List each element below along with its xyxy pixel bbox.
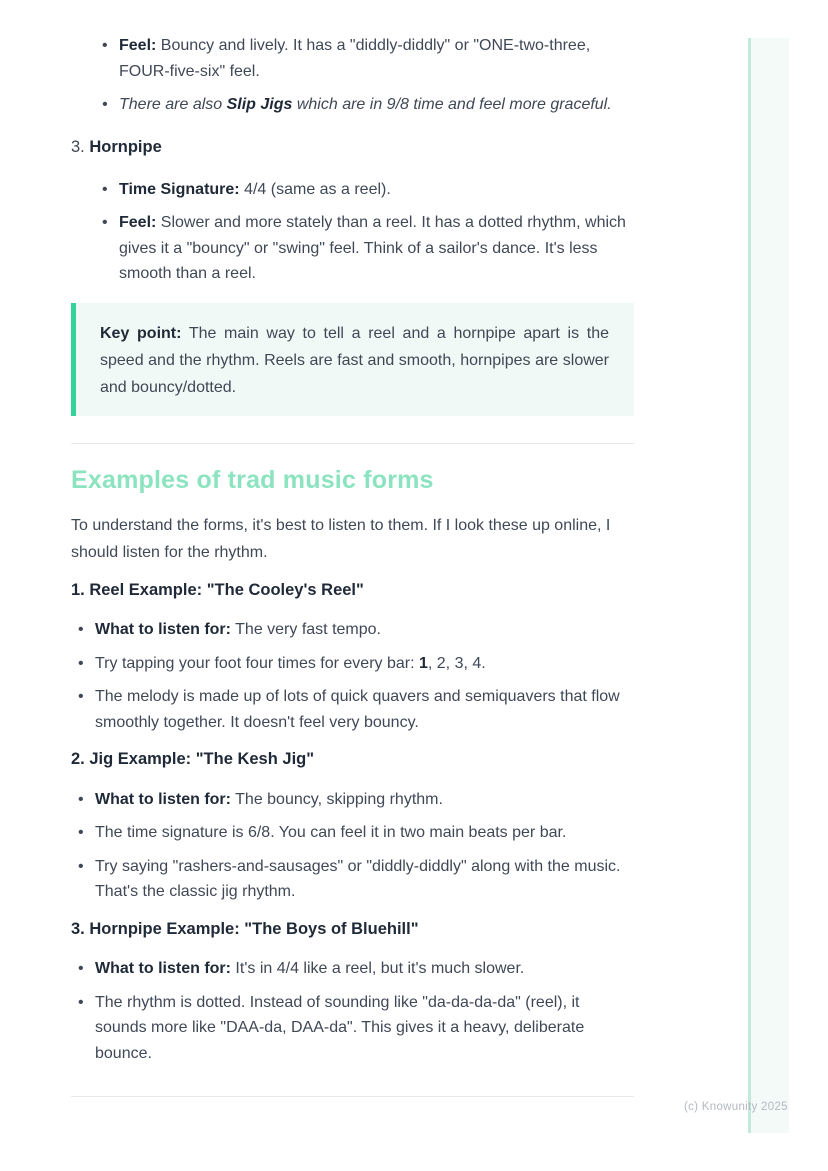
item-text: Bouncy and lively. It has a "diddly-diddly" or "ONE-two-three, FOUR-five-six" feel.: [119, 37, 591, 80]
reel-example-heading: 1. Reel Example: "The Cooley's Reel": [71, 580, 364, 599]
item-text: Slower and more stately than a reel. It has a dotted rhythm, which gives it a "bouncy" or "swing" feel. Think of a sailor's dance. It's less smooth than a reel.: [119, 214, 626, 282]
jig-example-heading: 2. Jig Example: "The Kesh Jig": [71, 750, 315, 768]
item-text: It's in 4/4 like a reel, but it's much slower.: [230, 960, 525, 977]
item-text: The very fast tempo.: [230, 621, 381, 638]
list-item: [71, 177, 634, 203]
jig-example-list: [71, 787, 634, 905]
list-item: [71, 684, 634, 735]
page-edge-line: [748, 38, 751, 1133]
callout-text: The main way to tell a reel and a hornpipe apart is the speed and the rhythm. Reels are fast and smooth, hornpipes are slower and bouncy/dotted.: [100, 324, 609, 396]
item-text: Try saying "rashers-and-sausages" or "diddly-diddly" along with the music. That's the classic jig rhythm.: [95, 857, 621, 900]
document-content: [71, 0, 634, 1097]
list-item: [71, 617, 634, 643]
list-number: 3.: [71, 137, 85, 156]
jig-detail-list: [71, 33, 634, 118]
hornpipe-detail-list: [71, 177, 634, 287]
list-item: [71, 990, 634, 1067]
bold-label: Feel:: [119, 37, 157, 54]
bold-label: Time Signature:: [119, 180, 240, 198]
item-text: The bouncy, skipping rhythm.: [230, 790, 443, 808]
list-item: [71, 854, 634, 905]
item-text: Try tapping your foot four times for every bar:: [95, 654, 419, 672]
bold-label: Feel:: [119, 214, 157, 231]
hornpipe-example-list: [71, 956, 634, 1066]
bold-italic-text: Slip Jigs: [226, 96, 293, 113]
key-point-callout: [71, 303, 634, 416]
item-text: which are in 9/8 time and feel more graceful.: [292, 96, 612, 113]
section-divider: [71, 443, 634, 444]
hornpipe-heading: [71, 135, 634, 160]
item-text: The rhythm is dotted. Instead of sounding like "da-da-da-da" (reel), it sounds more like "DAA-da, DAA-da". This gives it a heavy, deliberate bounce.: [95, 993, 585, 1062]
heading-text: Hornpipe: [89, 137, 162, 156]
section-intro-paragraph: To understand the forms, it's best to listen to them. If I look these up online, I should listen for the rhythm.: [71, 516, 611, 561]
bold-text: 1: [418, 654, 428, 672]
item-text: The melody is made up of lots of quick quavers and semiquavers that flow smoothly together. It doesn't feel very bouncy.: [95, 688, 620, 731]
reel-example-list: [71, 617, 634, 735]
list-item: [71, 651, 634, 677]
item-text: 4/4 (same as a reel).: [239, 180, 391, 198]
bold-label: What to listen for:: [95, 790, 231, 808]
page-bottom-divider: [71, 1096, 634, 1097]
bold-label: What to listen for:: [95, 960, 231, 977]
copyright-footer: (c) Knowunity 2025: [684, 1101, 788, 1113]
item-text: , 2, 3, 4.: [427, 654, 486, 672]
hornpipe-example-heading: 3. Hornpipe Example: "The Boys of Bluehill": [71, 919, 419, 938]
bold-label: What to listen for:: [95, 621, 231, 638]
item-text: There are also: [119, 96, 227, 113]
list-item: [71, 33, 634, 84]
list-item: [71, 956, 634, 982]
list-item: [71, 787, 634, 813]
list-item: [71, 92, 634, 118]
page-edge-strip: [751, 38, 789, 1133]
list-item: [71, 210, 634, 287]
section-heading: Examples of trad music forms: [71, 465, 434, 494]
list-item: [71, 820, 634, 846]
item-text: The time signature is 6/8. You can feel it in two main beats per bar.: [95, 824, 567, 841]
callout-label: Key point:: [100, 324, 182, 342]
